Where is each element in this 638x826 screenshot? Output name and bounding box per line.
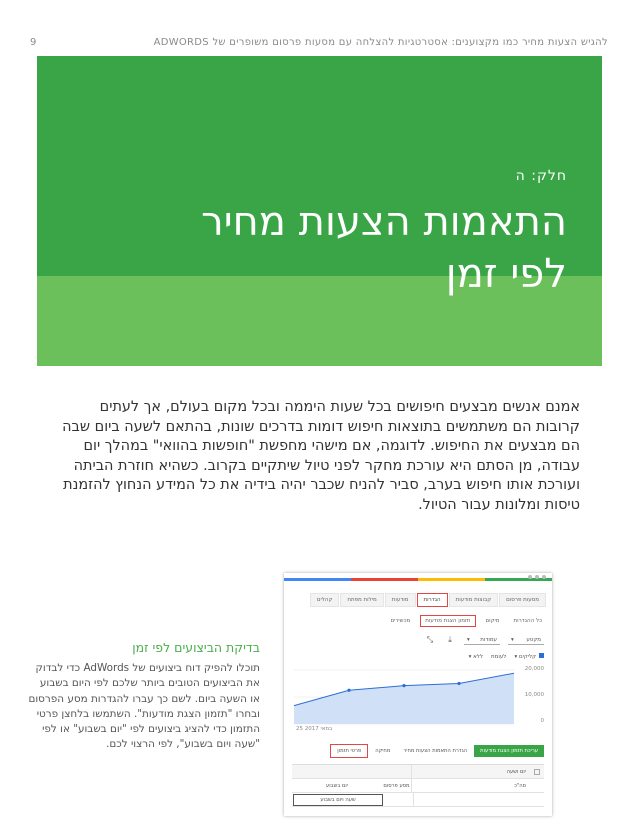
subtab-ad-schedule[interactable]: תזמון הצגת מודעות — [420, 615, 475, 627]
brand-bar-blue — [284, 578, 351, 581]
tab-campaigns[interactable]: מסעות פרסום — [499, 593, 546, 607]
chapter-title-line1: התאמות הצעות מחיר — [201, 199, 567, 245]
tip-body: תוכלו להפיק דוח ביצועים של AdWords כדי לבדוק את הביצועים הטובים ביותר שלכם לפי היום בשבוע או השעה ביום. לשם כך עברו להגדרות מסע הפרסום ובחרו "תזמון הצגת מודעות". השתמשו בלחצן פרטי התזמון כדי להציג ביצועים לפי "יום בשבוע" או לפי "שעה ויום בשבוע", לפי הרצוי לכם. — [28, 662, 260, 751]
segment-label: מקטע — [526, 636, 541, 643]
tab-ads[interactable]: מודעות — [385, 593, 416, 607]
running-title: להגיש הצעות מחיר כמו מקצוענים: אסטרטגיות להצלחה עם מסעות פרסום משופרים של ADWORDS — [153, 36, 608, 48]
table-row — [292, 793, 544, 807]
window-top-bar — [284, 573, 552, 581]
tip-heading: בדיקת הביצועים לפי זמן — [132, 640, 260, 655]
data-point — [347, 689, 350, 692]
running-header — [30, 34, 608, 50]
subtab-location[interactable]: מיקום — [485, 618, 500, 624]
chart-metric-row — [284, 645, 552, 660]
day-of-week-option[interactable]: יום בשבוע — [326, 782, 348, 789]
metric1-label: קליקים — [518, 654, 536, 660]
chart-date-label: 25 במאי 2017 — [296, 726, 333, 732]
table-cell — [384, 793, 414, 806]
chevron-down-icon: ▾ — [467, 636, 470, 643]
brand-bar-yellow — [418, 578, 485, 581]
chapter-title-line2: לפי זמן — [445, 251, 567, 297]
table-row — [292, 765, 544, 779]
section-label: חלק: ה — [515, 168, 567, 184]
tab-audiences[interactable]: קהלים — [310, 593, 340, 607]
edit-schedule-button[interactable]: עריכת תזמון הצגת מודעות — [474, 745, 544, 757]
set-bid-adjustments-button[interactable]: הגדרת התאמות הצעות מחיר — [403, 748, 468, 754]
chapter-hero — [37, 56, 602, 366]
row-spacer — [534, 797, 540, 803]
schedule-details-button[interactable]: פרטי תזמון — [330, 744, 368, 758]
metric1-selector[interactable]: קליקים ▾ — [514, 653, 544, 660]
metric2-label: ללא — [473, 653, 484, 660]
table-cell — [292, 765, 382, 778]
hour-and-day-option[interactable]: שעה ויום בשבוע — [293, 794, 383, 806]
intro-paragraph: אמנם אנשים מבצעים חיפושים בכל שעות היממה ובכל מקום בעולם, אך לעתים קרובות הם משתמשים בתוצאות חיפוש דומות בדרכים שונות, בהתאם לשעה ביום שבה הם מבצעים את החיפוש. לדוגמה, אם מישהי מחפשת "חופשות בהוואי" במהלך יום עבודה, מן הסתם היא עורכת מחקר לפני טיול שיתקיים בקרוב. כשהיא חוזרת הביתה ועורכת אותו חיפוש בערב, סביר להניח שכבר יהיה בידיה את כל המידע הנחוץ להזמנת טיסות ומלונות עבור הטיול. — [62, 399, 580, 513]
tab-settings[interactable]: הגדרות — [417, 593, 448, 607]
y-tick-label: 0 — [540, 718, 544, 724]
page-number: 9 — [30, 36, 37, 48]
chevron-down-icon: ▾ — [511, 636, 514, 643]
columns-label: עמודות — [480, 636, 497, 643]
main-tabs — [284, 581, 552, 607]
select-all-checkbox[interactable] — [534, 769, 540, 775]
tip-sidebar — [28, 640, 260, 753]
row-spacer — [534, 783, 540, 789]
table-cell: סה"כ — [514, 782, 526, 789]
tab-ad-groups[interactable]: קבוצות מודעות — [449, 593, 499, 607]
adwords-screenshot — [284, 573, 552, 816]
subtab-devices[interactable]: מכשירים — [390, 618, 411, 624]
vs-label: לעומת — [491, 653, 507, 660]
metric2-selector[interactable]: ללא ▾ — [468, 653, 484, 660]
clicks-chart — [292, 664, 544, 736]
tab-keywords[interactable]: מילות מפתח — [340, 593, 383, 607]
expand-icon[interactable]: ⤡ — [426, 635, 434, 644]
schedule-table — [292, 764, 544, 807]
window-dots — [528, 575, 546, 579]
settings-subtabs — [284, 607, 552, 627]
report-toolbar — [284, 627, 552, 645]
chapter-title — [201, 196, 567, 300]
table-row — [292, 779, 544, 793]
data-point — [402, 684, 405, 687]
brand-bar-red — [351, 578, 418, 581]
y-tick-label: 10,000 — [524, 692, 544, 698]
campaign-column-header: מסע פרסום — [382, 779, 412, 792]
series-swatch — [539, 653, 544, 658]
y-tick-label: 20,000 — [524, 666, 544, 672]
table-cell: יום ושעה — [506, 768, 526, 775]
segment-dropdown[interactable] — [508, 636, 544, 645]
series-area — [294, 673, 514, 724]
download-icon[interactable]: ⤓ — [448, 635, 452, 644]
schedule-actions — [292, 744, 544, 758]
table-cell — [382, 765, 412, 778]
remove-button[interactable]: מחיקה — [375, 748, 391, 754]
data-point — [457, 682, 460, 685]
subtab-all-settings[interactable]: כל ההגדרות — [513, 618, 542, 624]
columns-dropdown[interactable] — [464, 636, 500, 645]
